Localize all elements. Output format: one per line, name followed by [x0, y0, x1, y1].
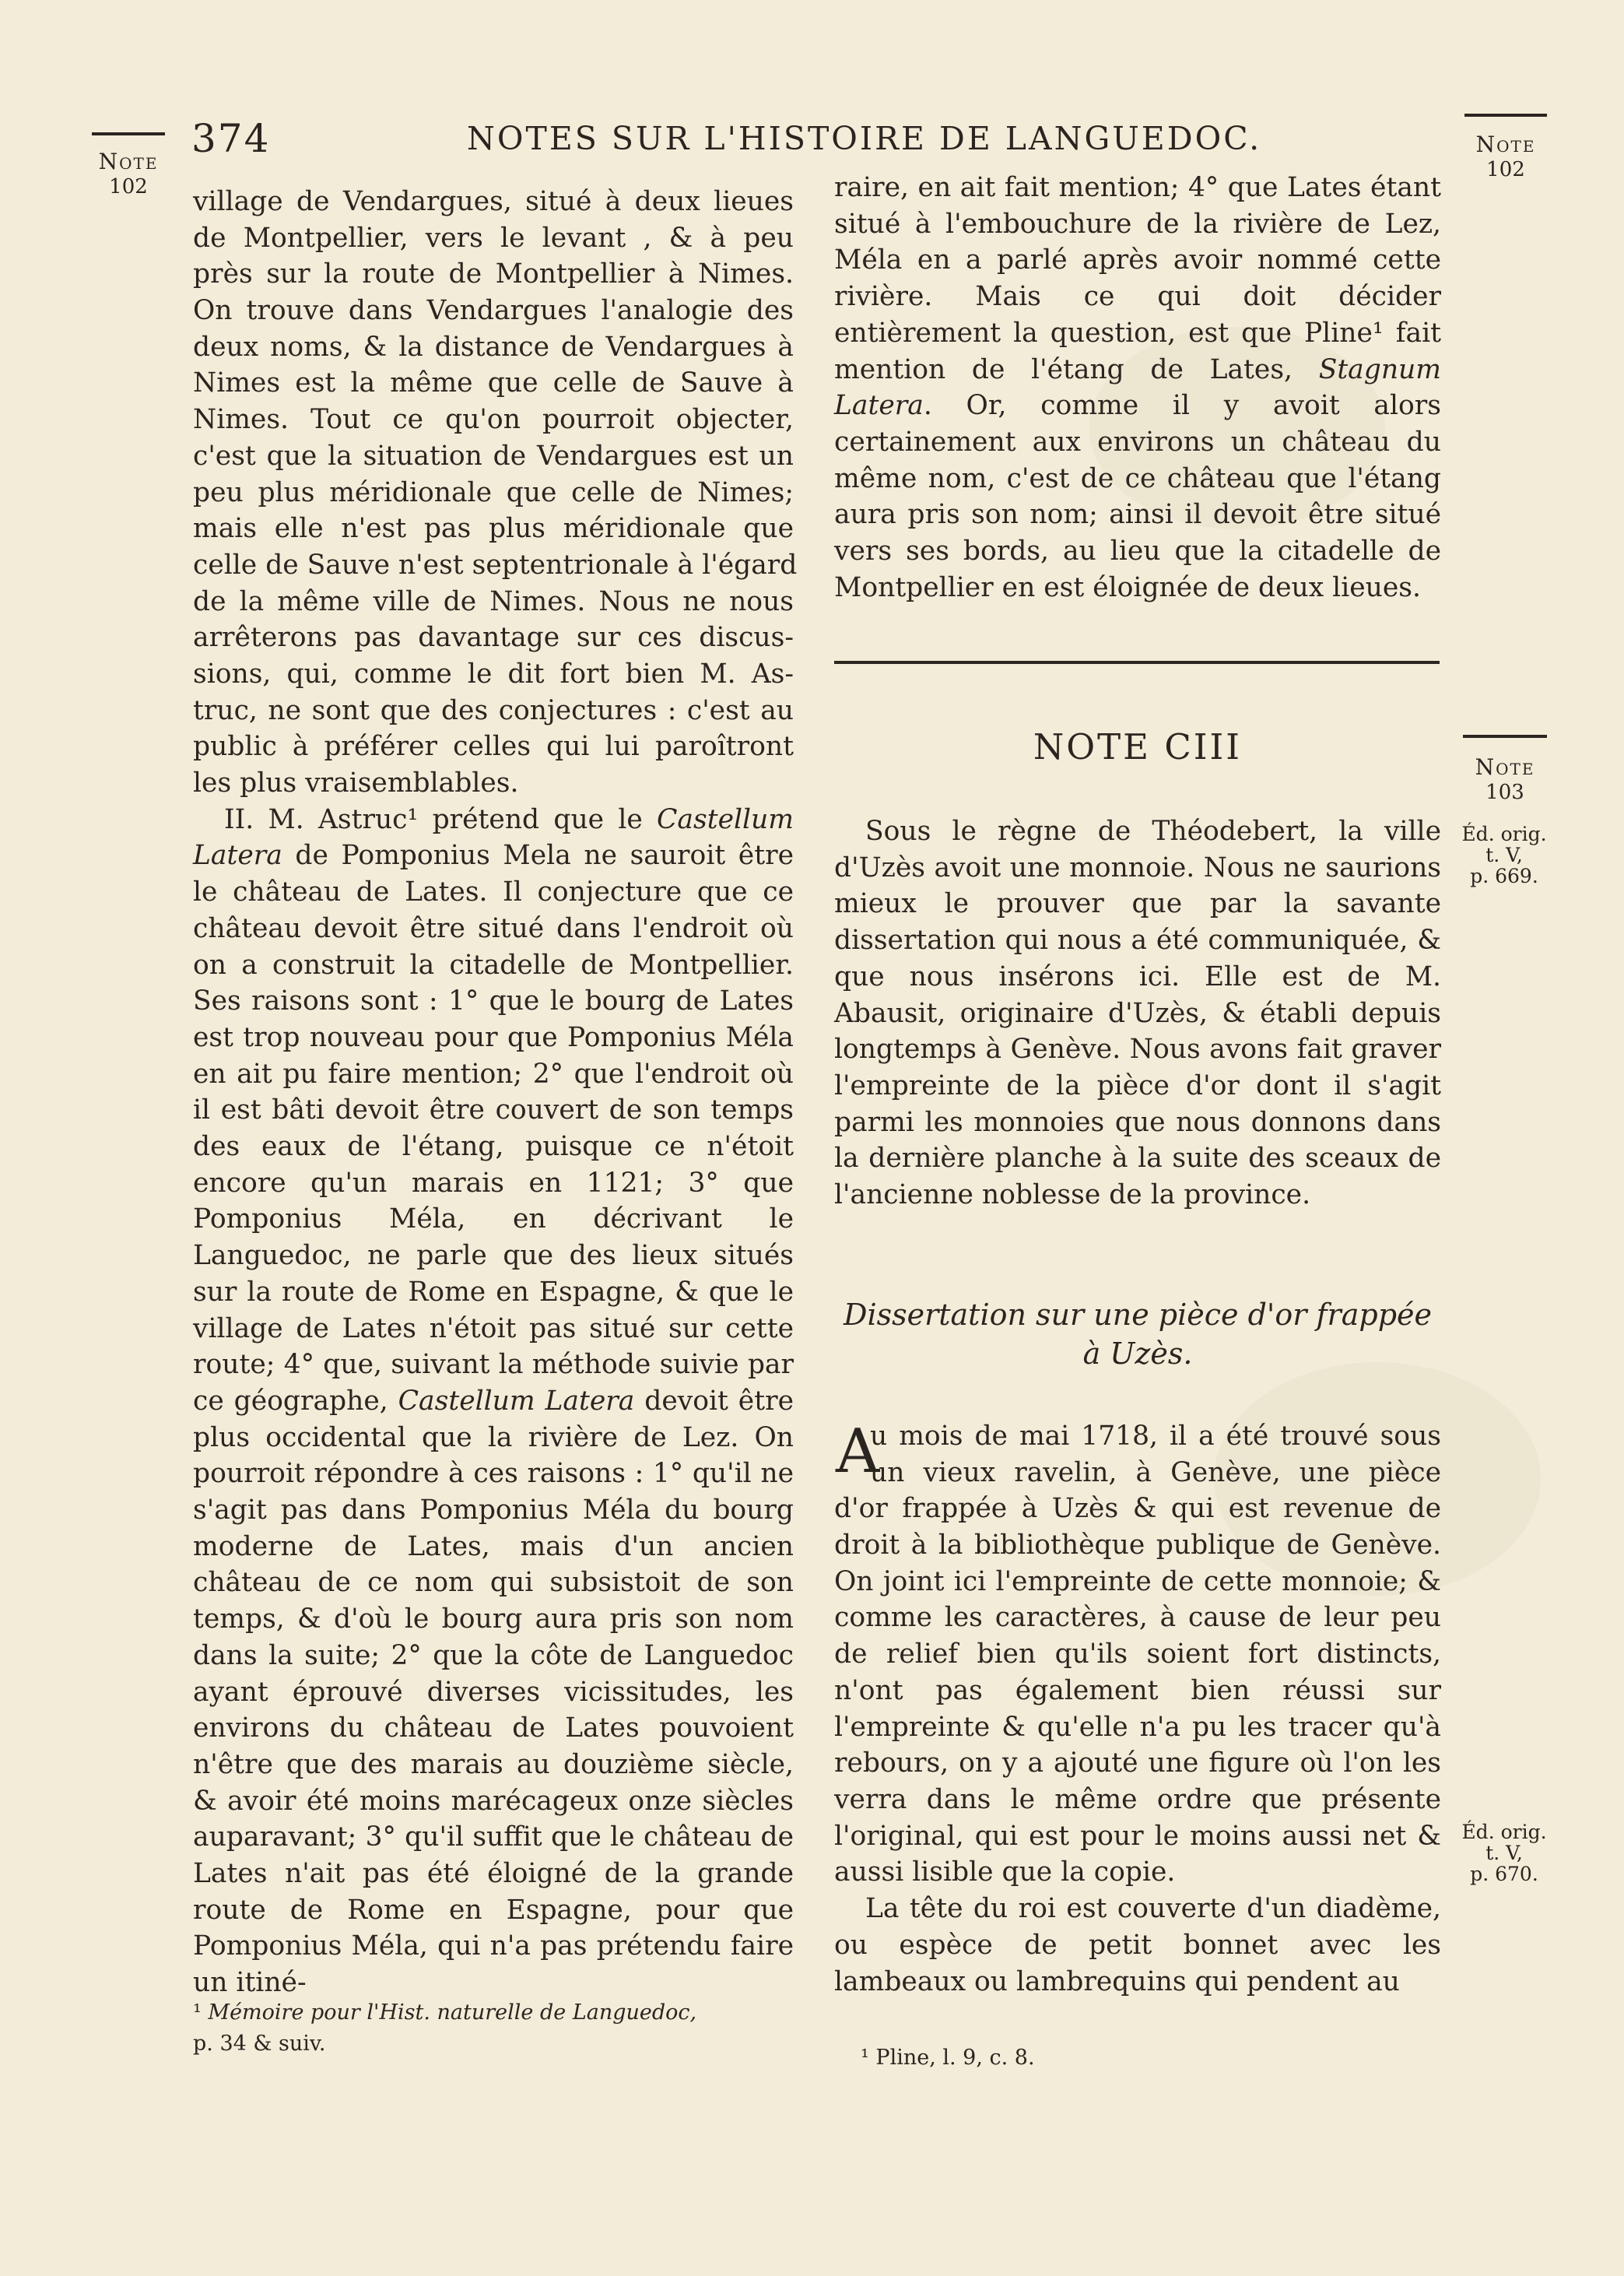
text-line: c'est que la situation de Vendargues est un	[193, 440, 794, 472]
italic-castellum-latera: Castellum Latera	[398, 1385, 635, 1417]
text-line: Nimes est la même que celle de Sauve à	[193, 367, 794, 399]
dissertation-line: u mois de mai 1718, il a été trouvé sous	[870, 1421, 1441, 1452]
edition-reference-2	[1454, 1821, 1555, 1884]
edition-reference-line: t. V,	[1485, 1842, 1523, 1864]
text-line: de la même ville de Nimes. Nous ne nous	[193, 585, 794, 617]
dissertation-title-line: à Uzès.	[1082, 1336, 1193, 1371]
paragraph-continuation	[834, 170, 1441, 606]
margin-note-label: Note	[1475, 754, 1535, 780]
edition-reference-line: Éd. orig.	[1461, 1821, 1547, 1843]
margin-rule-right-mid	[1463, 735, 1547, 738]
margin-note-right-mid	[1461, 755, 1549, 805]
text-run: raire, en ait fait mention; 4° que Lates étant situé à l'embouchure de la rivière de Lez, Méla en a parlé après avoir nommé cette rivière. Mais ce qui doit décider entièrement la question, est que Pline¹ fait mention de l'étang de Lates,	[834, 172, 1441, 385]
text-run: de Pomponius Mela ne sauroit être le château de Lates. Il conjecture que ce château devoit être situé dans l'endroit où on a construit la citadelle de Montpellier. Ses raisons sont : 1° que le bourg de Lates est trop nouveau pour que Pomponius Méla en ait pu faire mention; 2° que l'endroit où il est bâti devoit être couvert de son temps des eaux de l'étang, puisque ce n'étoit encore qu'un marais en 1121; 3° que Pomponius Méla, en décrivant le Languedoc, ne parle que des lieux situés sur la route de Rome en Espagne, & que le village de Lates n'étoit pas situé sur cette route; 4° que, suivant la méthode suivie par ce géographe,	[193, 840, 794, 1417]
dissertation-line: un vieux ravelin, à Genève, une pièce	[870, 1456, 1441, 1488]
margin-note-number: 102	[109, 175, 148, 198]
paragraph-last-line: les plus vraisemblables.	[193, 767, 519, 799]
margin-rule-left	[92, 132, 165, 135]
text-run: Sous le règne de Théodebert, la ville d'Uzès avoit une monnoie. Nous ne saurions mieux le prouver que par la savante dissertation qui nous a été communiquée, & que nous insérons ici. Elle est de M. Abausit, originaire d'Uzès, & établi depuis longtemps à Genève. Nous avons fait graver l'empreinte de la pièce d'or dont il s'agit parmi les monnoies que nous donnons dans la dernière planche à la suite des sceaux de l'ancienne noblesse de la province.	[834, 816, 1441, 1211]
text-line: deux noms, & la distance de Vendargues à	[193, 331, 794, 363]
italic-stagnum-latera: Stagnum Latera	[834, 353, 1441, 422]
footnote-right: ¹ Pline, l. 9, c. 8.	[861, 2046, 1035, 2070]
note-ciii-text	[834, 813, 1441, 1214]
section-divider	[834, 661, 1440, 664]
margin-note-label: Note	[1475, 132, 1536, 157]
margin-note-number: 102	[1486, 158, 1525, 181]
right-column-top	[834, 170, 1441, 606]
text-line: peu plus méridionale que celle de Nimes;	[193, 476, 794, 508]
margin-note-right-top	[1463, 132, 1549, 182]
edition-reference-line: Éd. orig.	[1461, 823, 1547, 845]
left-column	[193, 184, 798, 2001]
text-line: public à préférer celles qui lui paroîtront	[193, 731, 794, 763]
edition-reference-line: p. 670.	[1470, 1863, 1538, 1885]
text-line: truc, ne sont que des conjectures : c'est au	[193, 694, 794, 726]
italic-castellum-latera: Castellum Latera	[193, 803, 794, 872]
text-run: II. M. Astruc¹ prétend que le	[224, 803, 658, 835]
drop-cap: A	[836, 1417, 880, 1487]
text-line: arrêterons pas davantage sur ces discus-	[193, 622, 794, 654]
text-run: . Or, comme il y avoit alors certainement aux environs un château du même nom, c'est de ce château que l'étang aura pris son nom; ainsi il devoit être situé vers ses bords, au lieu que la citadelle de Montpellier en est éloignée de deux lieues.	[834, 390, 1441, 603]
dissertation-title-line: Dissertation sur une pièce d'or frappée	[843, 1298, 1432, 1332]
text-run: La tête du roi est couverte d'un diadème, ou espèce de petit bonnet avec les lambeaux ou lambrequins qui pendent au	[834, 1893, 1441, 1997]
edition-reference-line: t. V,	[1485, 844, 1523, 866]
text-line: près sur la route de Montpellier à Nimes.	[193, 258, 794, 290]
dissertation-text	[834, 1418, 1441, 2000]
dissertation-title	[834, 1295, 1441, 1373]
margin-rule-right-top	[1464, 114, 1547, 117]
text-line: On trouve dans Vendargues l'analogie des	[193, 295, 794, 327]
left-column-lines	[193, 184, 798, 765]
footnote-marker: ¹	[193, 2000, 202, 2025]
running-title: NOTES SUR L'HISTOIRE DE LANGUEDOC.	[467, 120, 1262, 157]
footnote-page: p. 34 & suiv.	[193, 2032, 326, 2056]
margin-note-label: Note	[98, 149, 159, 174]
dissertation-paragraph-2	[834, 1891, 1441, 2000]
edition-reference-1	[1454, 824, 1555, 887]
margin-note-left	[86, 149, 171, 199]
margin-note-number: 103	[1485, 781, 1524, 804]
text-line: mais elle n'est pas plus méridionale que	[193, 513, 794, 545]
paragraph-astruc	[193, 802, 794, 2001]
page-number: 374	[191, 116, 271, 161]
text-line: village de Vendargues, situé à deux lieues	[193, 186, 794, 217]
dissertation-paragraph: d'or frappée à Uzès & qui est revenue de droit à la bibliothèque publique de Genève. On joint ici l'empreinte de cette monnoie; & comme les caractères, à cause de leur peu de relief bien qu'ils soient fort distincts, n'ont pas également bien réussi sur l'empreinte & qu'elle n'a pu les tracer qu'à rebours, on y a ajouté une figure où l'on les verra dans le même ordre que présente l'original, qui est pour le moins aussi net & aussi lisible que la copie.	[834, 1493, 1441, 1888]
edition-reference-line: p. 669.	[1470, 865, 1538, 887]
paragraph-note-ciii	[834, 813, 1441, 1214]
text-line: Nimes. Tout ce qu'on pourroit objecter,	[193, 404, 794, 436]
footnote-left	[193, 1997, 794, 2060]
footnote-title: Mémoire pour l'Hist. naturelle de Languedoc,	[208, 2000, 697, 2025]
section-heading: NOTE CIII	[1033, 726, 1243, 767]
text-line: de Montpellier, vers le levant , & à peu	[193, 222, 794, 254]
text-line: sions, qui, comme le dit fort bien M. As-	[193, 658, 794, 690]
text-line: celle de Sauve n'est septentrionale à l'égard	[193, 549, 798, 581]
text-run: devoit être plus occidental que la rivière de Lez. On pourroit répondre à ces raisons : 1° qu'il ne s'agit pas dans Pomponius Méla du bourg moderne de Lates, mais d'un ancien château de ce nom qui subsistoit de son temps, & d'où le bourg aura pris son nom dans la suite; 2° que la côte de Languedoc ayant éprouvé diverses vicissitudes, les environs du château de Lates pouvoient n'être que des marais au douzième siècle, & avoir été moins marécageux onze siècles auparavant; 3° qu'il suffit que le château de Lates n'ait pas été éloigné de la grande route de Rome en Espagne, pour que Pomponius Méla, qui n'a pas prétendu faire un itiné-	[193, 1385, 794, 1999]
